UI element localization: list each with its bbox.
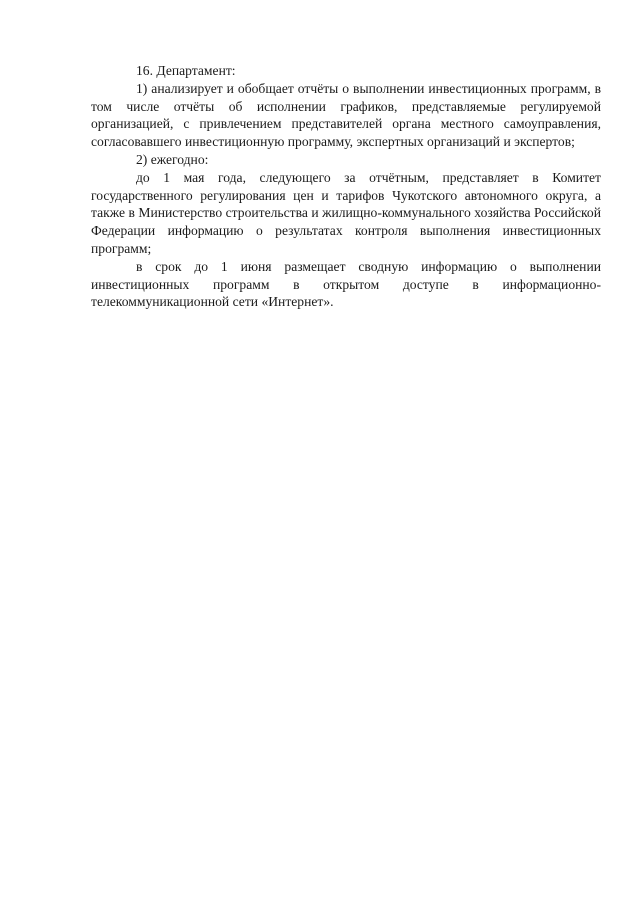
paragraph-annually: 2) ежегодно: — [136, 151, 209, 167]
paragraph-analysis: 1) анализирует и обобщает отчёты о выполнении инвестиционных программ, в том числе отчёты об исполнении графиков, представляемые регулируемой организацией, с привлечением представителей органа местного самоуправления, согласовавшего инвестиционную программу, экспертных организаций и экспертов; — [91, 80, 601, 150]
section-heading: 16. Департамент: — [136, 63, 236, 78]
paragraph-may-report: до 1 мая года, следующего за отчётным, представляет в Комитет государственного регулирования цен и тарифов Чукотского автономного округа, а также в Министерство строительства и жилищно-коммунального хозяйства Российской Федерации информацию о результатах контроля выполнения инвестиционных программ; — [91, 169, 601, 256]
document-body — [91, 62, 601, 311]
paragraph-june-publication: в срок до 1 июня размещает сводную информацию о выполнении инвестиционных программ в открытом доступе в информационно-телекоммуникационной сети «Интернет». — [91, 258, 601, 310]
